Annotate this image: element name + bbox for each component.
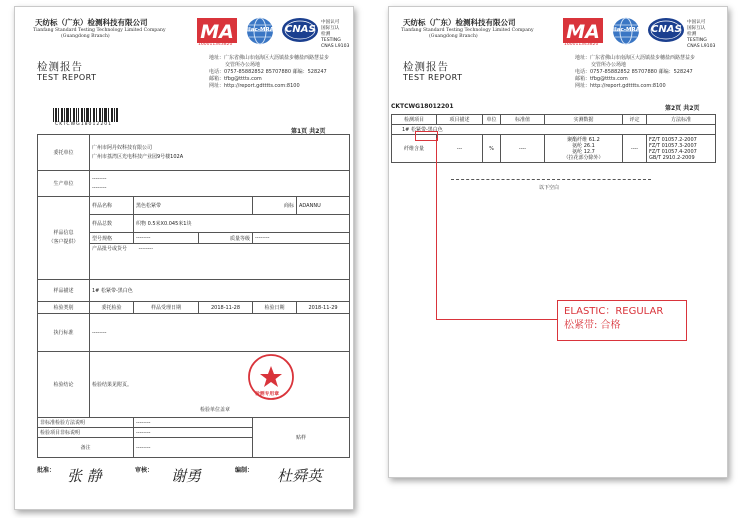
col-header: 项目描述 [437, 115, 483, 125]
cnas-caption [321, 20, 349, 50]
cnas-no: CNAS L9103 [321, 44, 350, 49]
grade-value: -------- [253, 233, 350, 244]
company-address: 地址：广东省佛山市南海区大沥镇盐步穗盐西路慧益步 交管所办公场地 电话：0757-85882852 85707880 邮编：528247 邮箱：tfbg@tttts.com 网址：http://report.gdtttts.com:8100 [575, 55, 696, 89]
report-title-en: TEST REPORT [403, 73, 463, 82]
annotation-line-1: ELASTIC：REGULAR [564, 306, 664, 317]
company-address: 地址：广东省佛山市南海区大沥镇盐步穗盐西路慧益步 交管所办公场地 电话：0757-85882852 85707880 邮编：528247 邮箱：tfbg@tttts.com 网址：http://report.gdtttts.com:8100 [209, 55, 330, 89]
stamp-label: 检验单位盖章 [200, 407, 231, 413]
company-branch-en: (Guangdong Branch) [61, 34, 110, 39]
report-number: CKTCWG18012201 [55, 122, 113, 127]
report-title-cn: 检测报告 [37, 61, 83, 73]
seal-text: 检测专用章 [255, 392, 279, 397]
remark-label: 备注 [38, 438, 134, 458]
barcode [53, 107, 119, 121]
model-label: 型号规格 [90, 233, 134, 244]
callout-line [436, 319, 557, 320]
company-name-en: Tianfang Standard Testing Technology Limited Company [401, 28, 534, 33]
cnas-text: CNAS [285, 24, 316, 35]
col-header: 标准值 [501, 115, 545, 125]
qty-value: 织物 0.5米X0.045米1块 [134, 215, 350, 233]
report-table [37, 134, 350, 458]
col-header: 检测项目 [392, 115, 437, 125]
table-row [38, 302, 350, 314]
page-indicator: 第2页 共2页 [665, 105, 700, 112]
batch-value: -------- [138, 246, 154, 252]
cnas-caption: 中国认可 国际互认 检测 TESTING CNAS L9103 [687, 20, 716, 49]
maker-value-2: -------- [92, 184, 107, 191]
nonstd-item-label: 检验项目非标说明 [38, 428, 134, 438]
cnas-logo [647, 17, 685, 43]
cnas-cn3: 检测 [321, 32, 331, 37]
sample-row: 1# 松紧带-黑白色 [392, 125, 716, 135]
report-title-cn: 检测报告 [403, 61, 449, 73]
sample-name-label: 样品名称 [90, 197, 134, 215]
highlight-box [415, 131, 438, 141]
cnas-text: CNAS [651, 24, 682, 35]
sample-info-sublabel: （客户提供） [48, 239, 79, 245]
standard-label: 执行标准 [38, 314, 90, 352]
table-row [38, 314, 350, 352]
report-title-en: TEST REPORT [37, 73, 97, 82]
results-table [391, 114, 716, 163]
brand-value: ADANNU [297, 197, 350, 215]
barcode-icon [53, 108, 119, 122]
table-row [38, 352, 350, 418]
col-header: 评定 [623, 115, 647, 125]
sample-name-value: 黑色松紧带 [134, 197, 253, 215]
cnas-en: TESTING [321, 38, 341, 43]
table-header-row [392, 115, 716, 125]
client-address: 广州市荔湾区光电科技产业园9号楼102A [92, 153, 184, 160]
table-row [38, 280, 350, 302]
conclusion-label: 检验结论 [38, 352, 90, 418]
table-row [38, 135, 350, 171]
batch-label: 产品批号或货号 [92, 246, 128, 252]
table-row [392, 125, 716, 135]
col-header: 单位 [483, 115, 501, 125]
table-row [38, 197, 350, 215]
report-page-2 [388, 6, 728, 478]
red-seal-stamp [247, 353, 295, 401]
test-unit: % [483, 135, 501, 163]
col-header: 实测数据 [545, 115, 623, 125]
ilac-text: ilac-MRA [613, 27, 640, 33]
company-name-cn: 天纺标（广东）检测科技有限公司 [35, 18, 148, 27]
company-name-en: Tianfang Standard Testing Technology Limited Company [33, 28, 166, 33]
cnas-cn2: 国际互认 [321, 26, 340, 31]
sample-attach-label: 贴样 [253, 418, 350, 458]
brand-label: 商标 [253, 197, 297, 215]
svg-text:MA: MA [200, 21, 234, 43]
table-row [38, 171, 350, 197]
test-date-value: 2018-11-29 [297, 302, 350, 314]
measured-data: 聚酯纤维 61.2 氨纶 26.1 氨纶 12.7 （拉花部分除外） [545, 135, 623, 163]
grade-label: 质量等级 [199, 233, 253, 244]
desc-label: 样品描述 [38, 280, 90, 302]
review-signature: 谢勇 [171, 467, 202, 485]
judgement: ---- [623, 135, 647, 163]
annotation-line-2: 松紧带: 合格 [564, 320, 621, 331]
report-page-1 [14, 6, 354, 510]
recv-date-value: 2018-11-28 [199, 302, 253, 314]
cnas-cn1: 中国认可 [321, 20, 340, 25]
cnas-logo [281, 17, 319, 43]
company-name-cn: 天纺标（广东）检测科技有限公司 [403, 18, 516, 27]
approve-signature: 张 静 [67, 467, 102, 485]
end-divider [451, 179, 651, 180]
method-standards: FZ/T 01057.2-2007 FZ/T 01057.3-2007 FZ/T 01057.4-2007 GB/T 2910.2-2009 [647, 135, 716, 163]
table-row [38, 418, 350, 428]
sample-info-label: 样品信息 [53, 230, 74, 236]
nonstd-item-value: -------- [134, 428, 253, 438]
ilac-text: ilac-MRA [247, 27, 274, 33]
col-header: 方法标准 [647, 115, 716, 125]
inspect-type-value: 委托检验 [90, 302, 134, 314]
page-indicator: 第1页 共2页 [291, 128, 326, 135]
model-value: -------- [134, 233, 199, 244]
test-item: 纤维含量 [392, 135, 437, 163]
callout-line [436, 138, 437, 319]
ilac-logo [245, 16, 275, 46]
qty-label: 样品总数 [90, 215, 134, 233]
conclusion-value: 检验结果见附页。 [92, 382, 133, 388]
nonstd-method-label: 非标准检验方法说明 [38, 418, 134, 428]
ilac-logo [611, 16, 641, 46]
client-name: 广州市阿丹奴科技有限公司 [92, 144, 153, 151]
client-label: 委托单位 [38, 135, 90, 171]
blank-below-text: 以下空白 [539, 185, 560, 191]
make-signature: 杜舜英 [277, 467, 323, 485]
test-date-label: 检验日期 [253, 302, 297, 314]
make-label: 编制： [235, 467, 254, 474]
company-branch-en: (Guangdong Branch) [429, 34, 478, 39]
test-desc: --- [437, 135, 483, 163]
recv-date-label: 样品受理日期 [134, 302, 199, 314]
ma-code: 160011343820 [564, 42, 599, 47]
table-row [392, 135, 716, 163]
maker-value: -------- [92, 175, 107, 182]
test-std-value: ---- [501, 135, 545, 163]
desc-value: 1# 松紧带-黑白色 [90, 280, 350, 302]
svg-text:MA: MA [566, 21, 600, 43]
report-number: CKTCWG18012201 [391, 103, 454, 110]
ma-logo [562, 17, 604, 49]
ma-code: 160011343820 [198, 42, 233, 47]
remark-value: -------- [134, 438, 253, 458]
standard-value: -------- [90, 314, 350, 352]
inspect-type-label: 检验类别 [38, 302, 90, 314]
maker-label: 生产单位 [38, 171, 90, 197]
nonstd-method-value: -------- [134, 418, 253, 428]
approve-label: 批准： [37, 467, 56, 474]
review-label: 审核： [135, 467, 154, 474]
annotation-callout [557, 300, 687, 341]
ma-logo [196, 17, 238, 49]
